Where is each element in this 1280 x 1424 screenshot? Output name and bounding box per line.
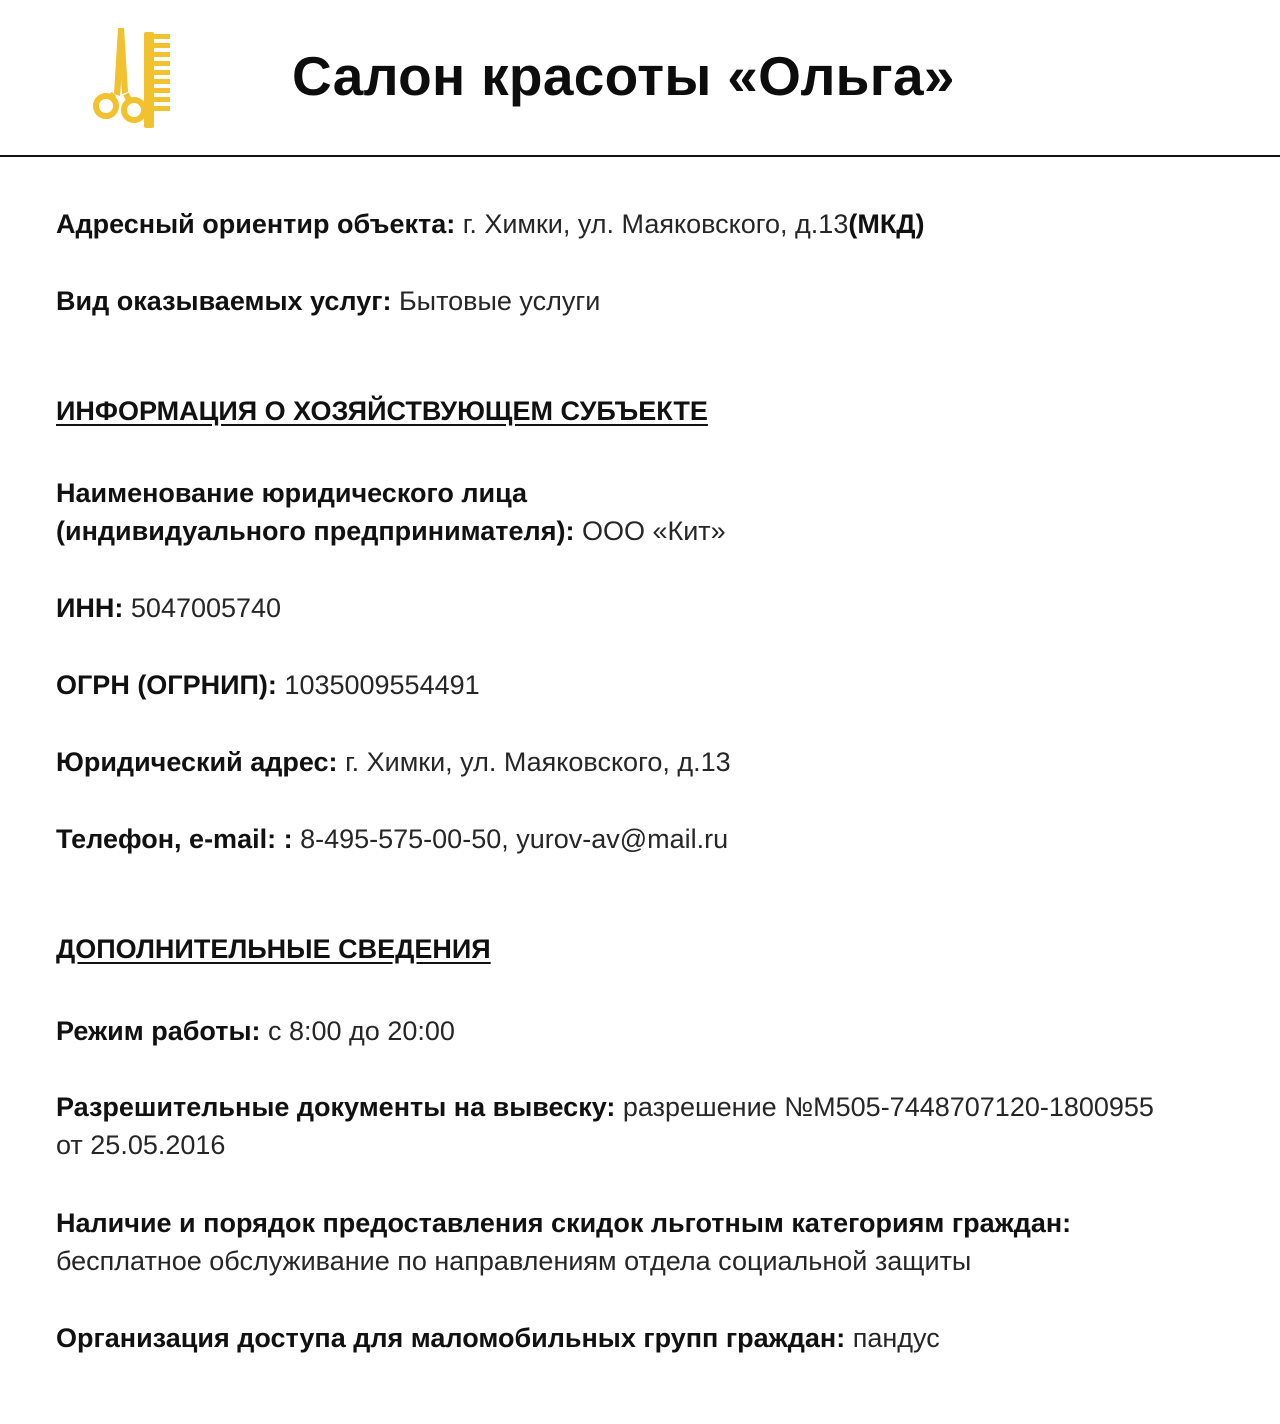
entity-name-value: ООО «Кит» xyxy=(574,516,726,546)
accessibility-label: Организация доступа для маломобильных групп граждан: xyxy=(56,1323,846,1353)
section-heading-entity: ИНФОРМАЦИЯ О ХОЗЯЙСТВУЮЩЕМ СУБЪЕКТЕ xyxy=(56,396,708,426)
address-label: Адресный ориентир объекта: xyxy=(56,209,456,239)
entity-name-line2 xyxy=(56,512,726,550)
contacts-value: 8-495-575-00-50, yurov-av@mail.ru xyxy=(292,824,729,854)
hours-line xyxy=(56,1012,455,1050)
contacts-line xyxy=(56,820,728,858)
permits-value: разрешение №М505-7448707120-1800955 xyxy=(615,1092,1154,1122)
services-value: Бытовые услуги xyxy=(391,286,601,316)
contacts-label: Телефон, e-mail: : xyxy=(56,824,293,854)
hours-value: с 8:00 до 20:00 xyxy=(260,1016,455,1046)
services-label: Вид оказываемых услуг: xyxy=(56,286,392,316)
beauty-salon-scissors-comb-icon xyxy=(88,24,188,132)
accessibility-line xyxy=(56,1319,940,1357)
inn-label: ИНН: xyxy=(56,593,124,623)
ogrn-label: ОГРН (ОГРНИП): xyxy=(56,670,277,700)
accessibility-value: пандус xyxy=(845,1323,940,1353)
permits-line-2 xyxy=(56,1126,225,1164)
page-title: Салон красоты «Ольга» xyxy=(292,45,955,107)
inn-line xyxy=(56,589,281,627)
hours-label: Режим работы: xyxy=(56,1016,261,1046)
discounts-value: бесплатное обслуживание по направлениям отдела социальной защиты xyxy=(56,1246,972,1276)
permits-line xyxy=(56,1088,1154,1126)
ogrn-line xyxy=(56,666,480,704)
services-line xyxy=(56,282,600,320)
discounts-label-line xyxy=(56,1204,1071,1242)
entity-name-label-2: (индивидуального предпринимателя): xyxy=(56,516,575,546)
legal-address-label: Юридический адрес: xyxy=(56,747,338,777)
discounts-label: Наличие и порядок предоставления скидок льготным категориям граждан: xyxy=(56,1208,1072,1238)
address-line xyxy=(56,205,925,243)
address-suffix: (МКД) xyxy=(848,209,925,239)
entity-name-label-line1 xyxy=(56,474,527,512)
permits-date: от 25.05.2016 xyxy=(56,1130,226,1160)
legal-address-value: г. Химки, ул. Маяковского, д.13 xyxy=(337,747,731,777)
section-heading-extra: ДОПОЛНИТЕЛЬНЫЕ СВЕДЕНИЯ xyxy=(56,934,491,964)
inn-value: 5047005740 xyxy=(123,593,282,623)
page-header xyxy=(0,0,1280,157)
ogrn-value: 1035009554491 xyxy=(276,670,480,700)
permits-label: Разрешительные документы на вывеску: xyxy=(56,1092,616,1122)
address-value: г. Химки, ул. Маяковского, д.13 xyxy=(455,209,849,239)
discounts-value-line xyxy=(56,1242,971,1280)
entity-name-label: Наименование юридического лица xyxy=(56,478,528,508)
legal-address-line xyxy=(56,743,731,781)
